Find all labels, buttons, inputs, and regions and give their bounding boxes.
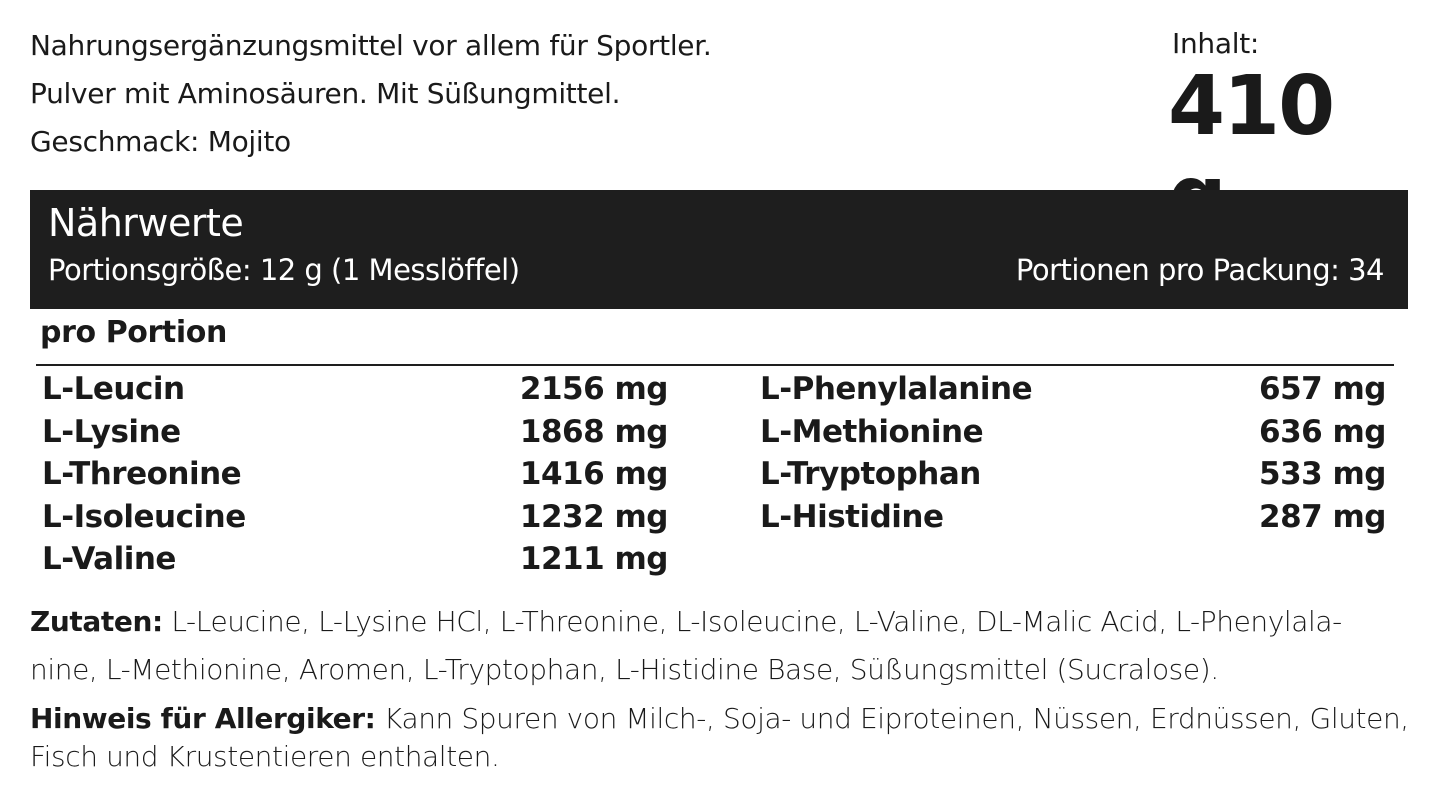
serving-size: Portionsgröße: 12 g (1 Messlöffel) [48,253,520,287]
allergy-text-1: Kann Spuren von Milch-, Soja- und Eiproteinen, Nüssen, Erdnüssen, Gluten, [375,702,1409,735]
flavor-line: Geschmack: Mojito [30,125,291,158]
ingredients-text-2: nine, L-Methionine, Aromen, L-Tryptophan, L-Histidine Base, Süßungsmittel (Sucralose). [30,653,1219,686]
divider-line [36,364,1394,366]
nutrient-amount: 2156 mg [519,371,668,407]
amino-acid-column-right [760,368,1386,538]
allergy-text-2: Fisch und Krustentieren enthalten. [30,740,500,773]
ingredients-label: Zutaten: [30,605,163,638]
nutrient-row [42,453,668,496]
nutrient-row [42,496,668,539]
ingredients-line-2 [30,646,1410,694]
nutrient-row [760,368,1386,411]
nutrient-row [42,368,668,411]
nutrient-row [760,411,1386,454]
nutrient-amount: 1868 mg [519,413,668,450]
nutrition-header-band [30,190,1408,309]
nutrient-name: L-Methionine [760,413,984,450]
nutrient-row [760,496,1386,539]
nutrient-name: L-Leucin [42,371,185,407]
nutrient-name: L-Threonine [42,456,242,492]
nutrition-title: Nährwerte [48,201,244,245]
nutrient-amount: 1416 mg [519,456,668,492]
allergy-notice [30,700,1410,776]
per-portion-heading: pro Portion [40,315,227,350]
nutrient-name: L-Isoleucine [42,498,246,535]
nutrient-name: L-Histidine [760,498,944,535]
description-line-1: Nahrungsergänzungsmittel vor allem für Sportler. [30,29,712,62]
nutrient-name: L-Tryptophan [760,456,981,492]
net-content-label: Inhalt: [1172,27,1259,60]
nutrient-name: L-Valine [42,541,176,577]
nutrient-row [760,453,1386,496]
ingredients-line-1 [30,598,1410,646]
servings-per-pack: Portionen pro Packung: 34 [1015,253,1384,287]
allergy-line-1 [30,700,1410,738]
nutrient-amount: 636 mg [1259,413,1386,450]
nutrient-name: L-Lysine [42,413,181,450]
nutrient-amount: 1232 mg [519,498,668,535]
ingredients-text-1: L-Leucine, L-Lysine HCl, L-Threonine, L-Isoleucine, L-Valine, DL-Malic Acid, L-Phenylala- [162,605,1342,638]
nutrient-amount: 657 mg [1259,371,1386,407]
nutrient-amount: 287 mg [1259,498,1386,535]
product-description [30,22,1030,166]
allergy-label: Hinweis für Allergiker: [30,702,376,735]
description-line-2: Pulver mit Aminosäuren. Mit Süßungmittel. [30,77,621,110]
nutrient-amount: 1211 mg [519,541,668,577]
allergy-line-2 [30,738,1410,776]
ingredients-block [30,598,1410,694]
amino-acid-column-left [42,368,668,581]
nutrient-name: L-Phenylalanine [760,371,1033,407]
nutrient-amount: 533 mg [1259,456,1386,492]
nutrient-row [42,538,668,581]
nutrient-row [42,411,668,454]
net-content-value: 410 [1168,59,1334,154]
